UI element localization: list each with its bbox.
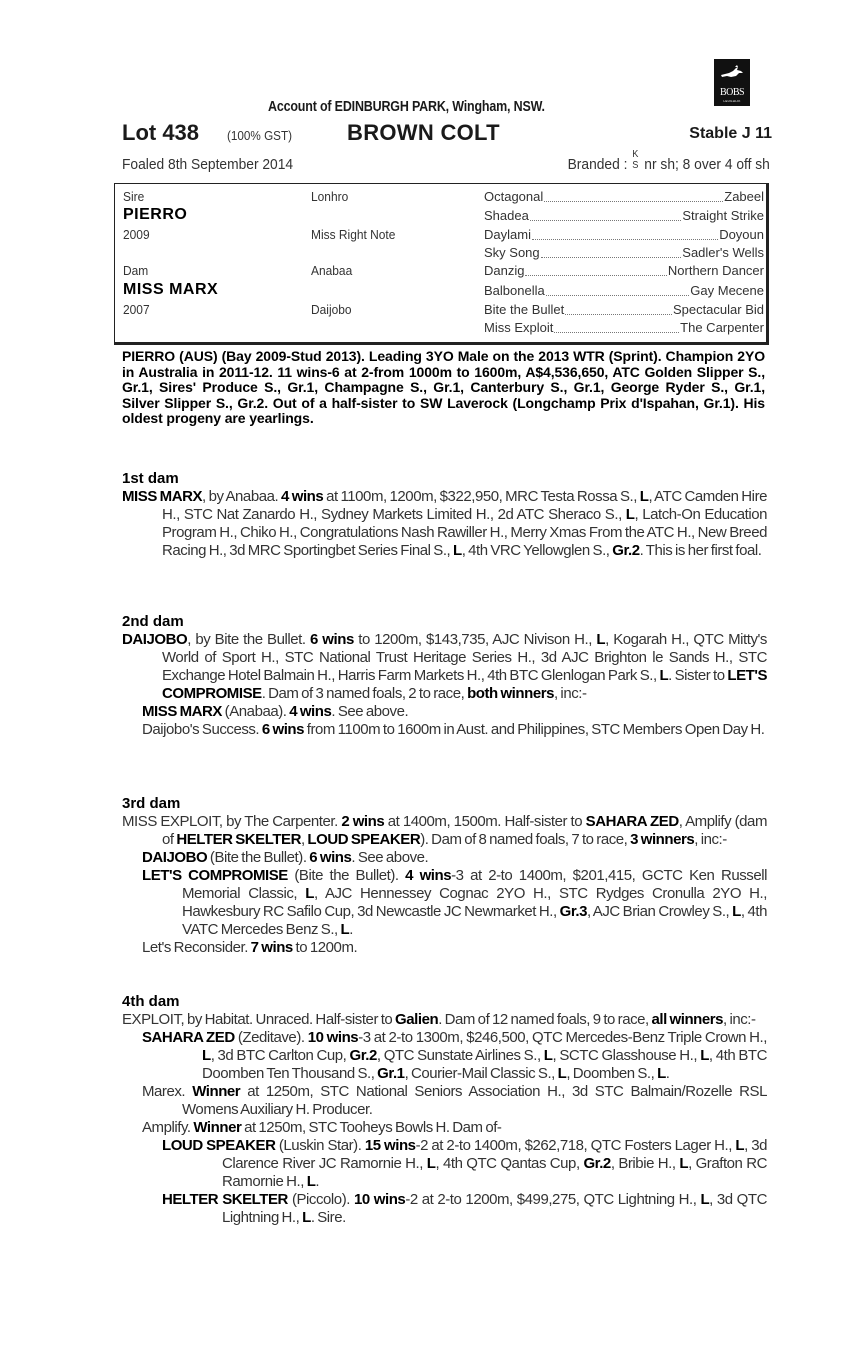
text: , inc:-	[694, 831, 727, 848]
horse-name: SAHARA ZED	[585, 813, 679, 830]
text: , 3d QTC Lightning H.,	[222, 1191, 767, 1226]
dot-leader	[532, 227, 718, 240]
listed-badge: L	[625, 506, 635, 523]
dot-leader	[530, 208, 682, 221]
text: -3 at 2-to 1300m, $246,500, QTC Mercedes-Benz Triple Crown H.,	[358, 1029, 767, 1046]
dam-name: MISS MARX	[123, 281, 219, 298]
listed-badge: L	[657, 1065, 666, 1082]
gg-sire: Daylami	[484, 227, 531, 242]
dam-dam: Daijobo	[311, 302, 352, 317]
text: , 4th QTC Qantas Cup,	[435, 1155, 584, 1172]
horse-name: HELTER SKELTER	[162, 1191, 288, 1208]
text: at 1250m, STC National Seniors Association H., 3d STC Balmain/Rozelle RSL Womens Auxiliary H. Producer.	[182, 1083, 767, 1118]
section-heading: 2nd dam	[122, 613, 184, 630]
brand-mark-icon	[631, 149, 640, 172]
dam-record	[122, 1011, 767, 1029]
progeny-record	[122, 1137, 767, 1191]
text: , AJC Brian Crowley S.,	[587, 903, 733, 920]
listed-badge: L	[735, 1137, 745, 1154]
progeny-record	[122, 1119, 767, 1137]
gg-dam-sire: Sadler's Wells	[682, 245, 764, 260]
grandparent-row	[484, 208, 764, 225]
dam-record	[122, 813, 767, 849]
horse-name: Daijobo's Success.	[142, 721, 262, 738]
progeny-record	[122, 867, 767, 939]
horse-name: MISS EXPLOIT, by The Carpenter.	[122, 813, 342, 830]
dot-leader	[546, 283, 690, 296]
text: (Anabaa).	[221, 703, 290, 720]
wins-count: 10 wins	[353, 1191, 406, 1208]
brand-info	[567, 149, 770, 173]
pedigree-table	[114, 183, 769, 345]
text: , by Anabaa.	[202, 488, 282, 505]
wins-count: Winner	[193, 1119, 242, 1136]
text: .	[349, 921, 353, 938]
grandparent-row	[484, 245, 764, 262]
listed-badge: L	[302, 1209, 311, 1226]
listed-badge: L	[426, 1155, 436, 1172]
text: (Bite the Bullet).	[207, 849, 310, 866]
dot-leader	[565, 302, 672, 315]
text: , by Bite the Bullet.	[187, 631, 310, 648]
listed-badge: L	[659, 667, 669, 684]
gg-sire: Bite the Bullet	[484, 302, 565, 317]
second-dam-section	[122, 613, 767, 739]
text: (Bite the Bullet).	[287, 867, 406, 884]
winners-note: both winners	[467, 685, 554, 702]
progeny-record	[122, 1083, 767, 1119]
wins-count: 2 wins	[341, 813, 385, 830]
sire-dam: Miss Right Note	[311, 227, 396, 242]
dot-leader	[541, 245, 682, 258]
text: , SCTC Glasshouse H.,	[552, 1047, 701, 1064]
foaled-date: Foaled 8th September 2014	[122, 156, 294, 173]
text: , Grafton RC Ramornie H.,	[222, 1155, 767, 1190]
text: . Dam of 12 named foals, 9 to race,	[438, 1011, 652, 1028]
logo-text: BOBS	[719, 87, 745, 98]
dam-year: 2007	[123, 302, 150, 317]
section-heading: 1st dam	[122, 470, 179, 487]
text: to 1200m.	[292, 939, 358, 956]
text: , Amplify (dam of	[162, 813, 767, 848]
gg-sire: Octagonal	[484, 189, 544, 204]
gg-sire: Sky Song	[484, 245, 540, 260]
text: , 3d BTC Carlton Cup,	[210, 1047, 350, 1064]
gg-dam-sire: Spectacular Bid	[672, 302, 764, 317]
winners-note: all winners	[651, 1011, 724, 1028]
text: -2 at 2-to 1200m, $499,275, QTC Lightning H.,	[405, 1191, 701, 1208]
group-badge: Gr.2	[612, 542, 640, 559]
wins-count: 4 wins	[405, 867, 452, 884]
listed-badge: L	[700, 1047, 709, 1064]
group-badge: Gr.3	[559, 903, 587, 920]
progeny-record	[122, 1191, 767, 1227]
text: . This is her first foal.	[639, 542, 762, 559]
dam-sire: Anabaa	[311, 263, 353, 278]
text: .	[315, 1173, 320, 1190]
dam-record	[122, 631, 767, 703]
brand-detail: nr sh; 8 over 4 off sh	[644, 156, 770, 173]
horse-name: Marex.	[142, 1083, 193, 1100]
group-badge: Gr.1	[377, 1065, 405, 1082]
text: , ATC Camden Hire H., STC Nat Zanardo H., Sydney Markets Limited H., 2d ATC Sheraco S.,	[162, 488, 768, 523]
gg-dam-sire: Zabeel	[724, 189, 764, 204]
first-dam-section	[122, 470, 767, 560]
lot-header	[122, 120, 772, 150]
listed-badge: L	[732, 903, 741, 920]
grandparent-row	[484, 263, 764, 280]
text: , Kogarah H., QTC Mitty's World of Sport H., STC National Trust Heritage Series H., 3d AJC Brighton le Sands H., STC Exchange Hotel Balmain H., Harris Farm Markets H., 4th BTC Glenlogan Park S.,	[162, 631, 767, 684]
gg-dam-sire: The Carpenter	[680, 320, 764, 335]
text: , 4th VRC Yellowglen S.,	[461, 542, 613, 559]
wins-count: 6 wins	[310, 631, 354, 648]
dam-record	[122, 488, 767, 560]
horse-name: LET'S COMPROMISE	[142, 867, 288, 884]
horse-name: HELTER SKELTER	[176, 831, 301, 848]
text: . Sire.	[310, 1209, 346, 1226]
section-heading: 3rd dam	[122, 795, 181, 812]
horse-name: Galien	[395, 1011, 439, 1028]
text: -3 at 2-to 1400m, $201,415, GCTC Ken Russell Memorial Classic,	[182, 867, 767, 902]
winners-note: 3 winners	[630, 831, 695, 848]
text: . Sister to	[668, 667, 728, 684]
text: (Luskin Star).	[275, 1137, 365, 1154]
text: , QTC Sunstate Airlines S.,	[376, 1047, 544, 1064]
sire-summary: PIERRO (AUS) (Bay 2009-Stud 2013). Leading 3YO Male on the 2013 WTR (Sprint). Champion 2YO in Australia in 2011-12. 11 wins-6 at 2-from 1000m to 1600m, A$4,536,650, ATC Golden Slipper S., Gr.1, Sires' Produce S., Gr.1, Champagne S., Gr.1, Canterbury S., Gr.1, George Ryder S., Gr.1, Silver Slipper S., Gr.2. Out of a half-sister to SW Laverock (Longchamp Prix d'Ispahan, Gr.1). His oldest progeny are yearlings.	[122, 348, 765, 426]
listed-badge: L	[543, 1047, 553, 1064]
listed-badge: L	[453, 542, 462, 559]
grandparent-row	[484, 227, 764, 244]
text: from 1100m to 1600m in Aust. and Philippines, STC Members Open Day H.	[304, 721, 765, 738]
lot-description: BROWN COLT	[347, 120, 500, 145]
wins-count: Winner	[192, 1083, 241, 1100]
third-dam-section	[122, 795, 767, 957]
text: .	[665, 1065, 670, 1082]
stable-location: Stable J 11	[689, 125, 772, 142]
brand-mark-bottom: S	[632, 160, 639, 171]
text: , AJC Hennessey Cognac 2YO H., STC Rydges Cronulla 2YO H., Hawkesbury RC Safilo Cup, 3d Newcastle JC Newmarket H.,	[182, 885, 767, 920]
gg-dam-sire: Doyoun	[719, 227, 764, 242]
bobs-logo	[714, 59, 750, 106]
dot-leader	[544, 189, 723, 202]
wins-count: 15 wins	[364, 1137, 416, 1154]
text: (Piccolo).	[287, 1191, 354, 1208]
gg-dam-sire: Northern Dancer	[667, 263, 764, 278]
horse-name: Amplify.	[142, 1119, 194, 1136]
text: , Doomben S.,	[566, 1065, 658, 1082]
gg-dam-sire: Straight Strike	[682, 208, 764, 223]
gst-note: (100% GST)	[227, 128, 293, 143]
horse-name: Let's Reconsider.	[142, 939, 251, 956]
text: . Dam of 3 named foals, 2 to race,	[261, 685, 468, 702]
gg-sire: Shadea	[484, 208, 529, 223]
text: -2 at 2-to 1400m, $262,718, QTC Fosters Lager H.,	[415, 1137, 736, 1154]
text: . See above.	[351, 849, 429, 866]
text: at 1100m, 1200m, $322,950, MRC Testa Rossa S.,	[323, 488, 640, 505]
dot-leader	[554, 320, 679, 333]
listed-badge: L	[596, 631, 606, 648]
logo-subtext: LEUGHLIK	[723, 99, 741, 103]
text: ,	[300, 831, 308, 848]
listed-badge: L	[639, 488, 649, 505]
text: EXPLOIT, by Habitat. Unraced. Half-sister to	[122, 1011, 396, 1028]
horse-rider-icon	[719, 65, 745, 81]
text: . See above.	[331, 703, 409, 720]
text: , inc:-	[554, 685, 587, 702]
horse-name: LOUD SPEAKER	[307, 831, 421, 848]
fourth-dam-section	[122, 993, 767, 1227]
grandparent-row	[484, 302, 764, 319]
text: ). Dam of 8 named foals, 7 to race,	[420, 831, 631, 848]
progeny-record	[122, 703, 767, 721]
progeny-record	[122, 849, 767, 867]
horse-name: MISS MARX	[122, 488, 203, 505]
text: , Bribie H.,	[610, 1155, 680, 1172]
listed-badge: L	[340, 921, 350, 938]
wins-count: 4 wins	[289, 703, 332, 720]
sire-name: PIERRO	[123, 206, 188, 223]
horse-name: LET'S COMPROMISE	[162, 667, 768, 702]
text: at 1400m, 1500m. Half-sister to	[384, 813, 586, 830]
horse-name: LOUD SPEAKER	[162, 1137, 276, 1154]
text: at 1250m, STC Tooheys Bowls H. Dam of-	[241, 1119, 502, 1136]
text: , 4th VATC Mercedes Benz S.,	[182, 903, 768, 938]
progeny-record	[122, 721, 767, 739]
wins-count: 7 wins	[250, 939, 293, 956]
text: , inc:-	[723, 1011, 756, 1028]
brand-mark-top: K	[632, 149, 639, 160]
listed-badge: L	[557, 1065, 567, 1082]
text: , Latch-On Education Program H., Chiko H., Congratulations Nash Rawiller H., Merry Xmas From the ATC H., New Breed Racing H., 3d MRC Sportingbet Series Final S.,	[162, 506, 768, 559]
gg-sire: Danzig	[484, 263, 525, 278]
wins-count: 6 wins	[309, 849, 352, 866]
group-badge: Gr.2	[583, 1155, 611, 1172]
branded-label: Branded :	[567, 156, 628, 173]
horse-name: DAIJOBO	[122, 631, 188, 648]
listed-badge: L	[306, 1173, 316, 1190]
gg-sire: Balbonella	[484, 283, 545, 298]
lot-number: Lot 438	[122, 120, 200, 145]
listed-badge: L	[679, 1155, 689, 1172]
grandparent-row	[484, 189, 764, 206]
vendor-account: Account of EDINBURGH PARK, Wingham, NSW.	[268, 99, 545, 115]
dot-leader	[525, 263, 666, 276]
horse-name: DAIJOBO	[142, 849, 208, 866]
text: (Zeditave).	[234, 1029, 308, 1046]
grandparent-row	[484, 283, 764, 300]
text: , 4th BTC Doomben Ten Thousand S.,	[202, 1047, 767, 1082]
horse-name: SAHARA ZED	[142, 1029, 235, 1046]
text: , Courier-Mail Classic S.,	[404, 1065, 558, 1082]
sire-year: 2009	[123, 227, 150, 242]
section-heading: 4th dam	[122, 993, 180, 1010]
gg-sire: Miss Exploit	[484, 320, 554, 335]
dam-label: Dam	[123, 263, 149, 278]
gg-dam-sire: Gay Mecene	[690, 283, 764, 298]
wins-count: 4 wins	[281, 488, 324, 505]
listed-badge: L	[202, 1047, 211, 1064]
wins-count: 10 wins	[307, 1029, 359, 1046]
listed-badge: L	[700, 1191, 710, 1208]
progeny-record	[122, 939, 767, 957]
sire-label: Sire	[123, 189, 145, 204]
group-badge: Gr.2	[349, 1047, 377, 1064]
sire-sire: Lonhro	[311, 189, 349, 204]
text: to 1200m, $143,735, AJC Nivison H.,	[353, 631, 597, 648]
grandparent-row	[484, 320, 764, 337]
text: , 3d Clarence River JC Ramornie H.,	[222, 1137, 767, 1172]
progeny-record	[122, 1029, 767, 1083]
listed-badge: L	[305, 885, 314, 902]
horse-name: MISS MARX	[142, 703, 222, 720]
wins-count: 6 wins	[261, 721, 305, 738]
